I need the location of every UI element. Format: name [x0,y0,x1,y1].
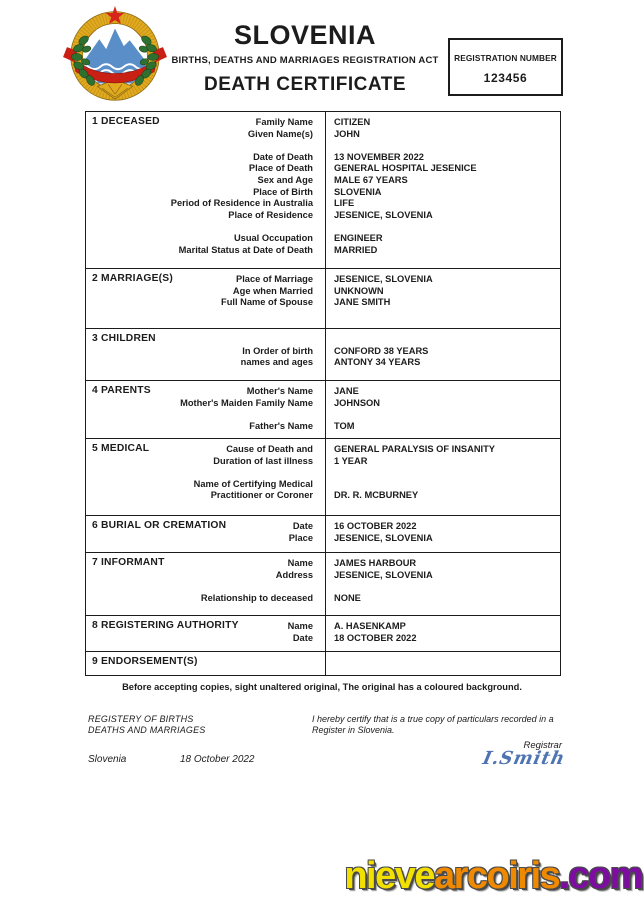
field-label: In Order of birth [242,345,313,356]
field-value: MALE 67 YEARS [334,174,408,185]
watermark-part-2: arcoiris [433,855,560,897]
section-value-cell [325,516,560,552]
section-title: 9 ENDORSEMENT(S) [92,656,198,667]
field-value: GENERAL PARALYSIS OF INSANITY [334,444,495,454]
field-value: UNKNOWN [334,285,384,296]
field-label: Place of Death [248,163,313,174]
section-label-cell [86,516,325,552]
section-6 [86,516,560,553]
section-title: 4 PARENTS [92,385,151,396]
certificate-table [85,111,561,676]
section-label-cell [86,381,325,438]
issue-date: 18 October 2022 [180,754,255,765]
field-label: Name of Certifying Medical [193,478,313,489]
field-value: SLOVENIA [334,186,382,197]
section-3 [86,329,560,381]
field-label [86,581,313,593]
section-label-cell [86,439,325,515]
field-label: Name [287,558,313,568]
act-subtitle: BIRTHS, DEATHS AND MARRIAGES REGISTRATION ACT [171,55,439,66]
field-label [86,140,313,152]
field-value: JOHNSON [334,397,380,408]
section-value-cell [325,381,560,438]
field-label: Father's Name [249,420,313,431]
field-value: CONFORD 38 YEARS [334,345,429,356]
country-title: SLOVENIA [233,20,377,50]
registry-line-1: REGISTERY OF BIRTHS [88,714,194,724]
field-label: Place of Birth [253,186,313,197]
field-value: GENERAL HOSPITAL JESENICE [334,163,477,174]
watermark-part-1: nieve [344,855,434,897]
field-value [334,581,558,593]
field-value: 18 OCTOBER 2022 [334,632,417,643]
field-value: CITIZEN [334,117,371,127]
section-label-cell [86,616,325,651]
field-label: Marital Status at Date of Death [178,244,313,255]
field-label: Place of Residence [228,209,313,220]
field-value [334,467,558,479]
field-value: 1 YEAR [334,455,368,466]
registry-block [88,714,206,736]
field-value: JESENICE, SLOVENIA [334,274,433,284]
field-label: Date [292,632,313,643]
section-value-cell [325,329,560,380]
field-value: DR. R. MCBURNEY [334,490,419,501]
section-9 [86,652,560,675]
registration-number-box [448,38,563,96]
field-value [334,221,558,233]
field-label: Place [288,532,313,543]
field-value [334,334,558,346]
field-value: 16 OCTOBER 2022 [334,521,417,531]
field-label: Date [292,521,313,531]
section-title: 2 MARRIAGE(S) [92,273,173,284]
copy-notice: Before accepting copies, sight unaltered original, The original has a coloured background. [122,682,522,692]
registry-line-2: DEATHS AND MARRIAGES [88,725,206,735]
field-label [86,409,313,421]
section-title: 3 CHILDREN [92,333,156,344]
section-label-cell [86,112,325,268]
section-value-cell [325,652,560,675]
field-label: Cause of Death and [226,444,313,454]
field-label: Period of Residence in Australia [170,198,313,209]
issue-place: Slovenia [88,754,127,765]
section-title: 8 REGISTERING AUTHORITY [92,620,239,631]
section-1 [86,112,560,269]
section-title: 6 BURIAL OR CREMATION [92,520,227,531]
watermark-part-3: .com [559,855,642,897]
field-value: LIFE [334,198,355,209]
field-value: JESENICE, SLOVENIA [334,569,433,580]
field-value: TOM [334,420,355,431]
registrar-signature: I.Smith [480,748,568,769]
field-label: Usual Occupation [233,232,313,243]
field-labels [86,112,325,256]
field-label: Sex and Age [257,174,313,185]
field-value [334,140,558,152]
section-value-cell [325,439,560,515]
field-value: NONE [334,592,361,603]
header-title-block [130,20,480,96]
section-5 [86,439,560,516]
section-value-cell [325,269,560,328]
registrar-label: Registrar [523,740,562,751]
document-title: DEATH CERTIFICATE [203,74,406,95]
field-value: JOHN [334,128,360,139]
field-label [86,467,313,479]
section-title: 5 MEDICAL [92,443,150,454]
section-title: 7 INFORMANT [92,557,165,568]
section-value-cell [325,112,560,268]
section-value-cell [325,553,560,615]
field-value: ENGINEER [334,232,383,243]
field-label: Date of Death [253,151,313,162]
certify-statement: I hereby certify that is a true copy of particulars recorded in a Register in Slovenia. [312,714,554,735]
field-label: Address [275,569,313,580]
section-8 [86,616,560,652]
section-value-cell [325,616,560,651]
field-label: Age when Married [232,285,313,296]
field-label: Given Name(s) [247,128,313,139]
field-label: Practitioner or Coroner [210,490,313,501]
field-value: JANE [334,386,359,396]
section-title: 1 DECEASED [92,116,160,127]
registration-number-value: 123456 [483,71,528,85]
field-label: Relationship to deceased [200,592,313,603]
section-2 [86,269,560,329]
field-value: MARRIED [334,244,378,255]
field-value: JESENICE, SLOVENIA [334,532,433,543]
field-label: Family Name [255,117,313,127]
field-label: Duration of last illness [213,455,313,466]
field-value: JANE SMITH [334,297,391,308]
field-label: Name [287,621,313,631]
field-label: Mother's Maiden Family Name [180,397,313,408]
section-label-cell [86,652,325,675]
site-watermark [344,855,642,898]
field-value [334,409,558,421]
section-label-cell [86,329,325,380]
section-label-cell [86,269,325,328]
field-label: Mother's Name [246,386,313,396]
field-value: A. HASENKAMP [334,621,406,631]
registration-number-label: REGISTRATION NUMBER [454,53,557,63]
field-value: JESENICE, SLOVENIA [334,209,433,220]
section-4 [86,381,560,439]
field-label: Place of Marriage [236,274,313,284]
section-label-cell [86,553,325,615]
field-value: 13 NOVEMBER 2022 [334,151,424,162]
field-label: names and ages [240,357,313,368]
field-value: JAMES HARBOUR [334,558,417,568]
section-7 [86,553,560,616]
field-value [334,479,558,491]
field-label [86,221,313,233]
field-value: ANTONY 34 YEARS [334,357,421,368]
field-label: Full Name of Spouse [221,297,313,308]
